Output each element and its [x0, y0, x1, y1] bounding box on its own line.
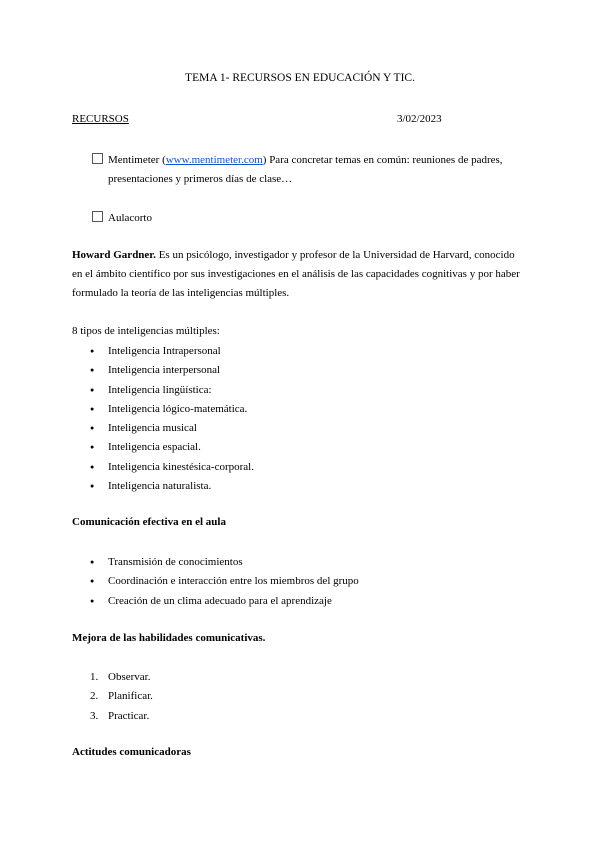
checkbox[interactable]	[92, 153, 103, 164]
list-item: ● Inteligencia interpersonal	[90, 361, 254, 380]
page-title: TEMA 1- RECURSOS EN EDUCACIÓN Y TIC.	[185, 72, 415, 84]
checklist-item-suffix: ) Para concretar temas en común: reuniones de padres,	[262, 154, 503, 166]
list-item: ● Inteligencia lógico-matemática.	[90, 400, 254, 419]
checklist-item-continuation: presentaciones y primeros días de clase…	[108, 173, 293, 185]
intelligences-list	[90, 342, 254, 496]
list-number: 1.	[90, 671, 99, 683]
list-item: 2. Planificar.	[90, 687, 153, 706]
comunicacion-list	[90, 553, 359, 611]
list-item: ● Inteligencia naturalista.	[90, 477, 254, 496]
checklist-item-aulacorto	[92, 211, 152, 224]
list-item: ● Inteligencia musical	[90, 419, 254, 438]
checkbox[interactable]	[92, 211, 103, 222]
gardner-name: Howard Gardner.	[72, 249, 156, 261]
checklist-item-mentimeter	[92, 153, 503, 166]
section-label: RECURSOS	[72, 113, 129, 125]
list-item: ● Creación de un clima adecuado para el aprendizaje	[90, 592, 359, 611]
list-item: 1. Observar.	[90, 668, 153, 687]
list-number: 2.	[90, 690, 99, 703]
list-item: ● Inteligencia espacial.	[90, 438, 254, 457]
list-item: ● Inteligencia lingüística:	[90, 381, 254, 400]
list-item: ● Coordinación e interacción entre los miembros del grupo	[90, 572, 359, 591]
comunicacion-heading: Comunicación efectiva en el aula	[72, 516, 226, 528]
list-item: ● Inteligencia Intrapersonal	[90, 342, 254, 361]
checklist-item-prefix: Mentimeter (	[108, 154, 166, 166]
gardner-line-3: formulado la teoría de las inteligencias múltiples.	[72, 287, 290, 299]
list-item: ● Inteligencia kinestésica-corporal.	[90, 458, 254, 477]
actitudes-heading: Actitudes comunicadoras	[72, 746, 191, 758]
list-item: ● Transmisión de conocimientos	[90, 553, 359, 572]
checklist-item-label: Aulacorto	[108, 212, 152, 224]
mejora-list	[90, 668, 153, 726]
document-date: 3/02/2023	[397, 113, 442, 125]
list-item: 3. Practicar.	[90, 707, 153, 726]
intelligences-intro: 8 tipos de inteligencias múltiples:	[72, 325, 220, 337]
mentimeter-link[interactable]: www.mentimeter.com	[165, 154, 263, 166]
gardner-line-1: Howard Gardner. Es un psicólogo, investigador y profesor de la Universidad de Harvard, conocido	[72, 249, 515, 261]
list-number: 3.	[90, 709, 99, 722]
mejora-heading: Mejora de las habilidades comunicativas.	[72, 632, 266, 644]
gardner-line-2: en el ámbito científico por sus investigaciones en el análisis de las capacidades cognitivas y por haber	[72, 268, 520, 280]
